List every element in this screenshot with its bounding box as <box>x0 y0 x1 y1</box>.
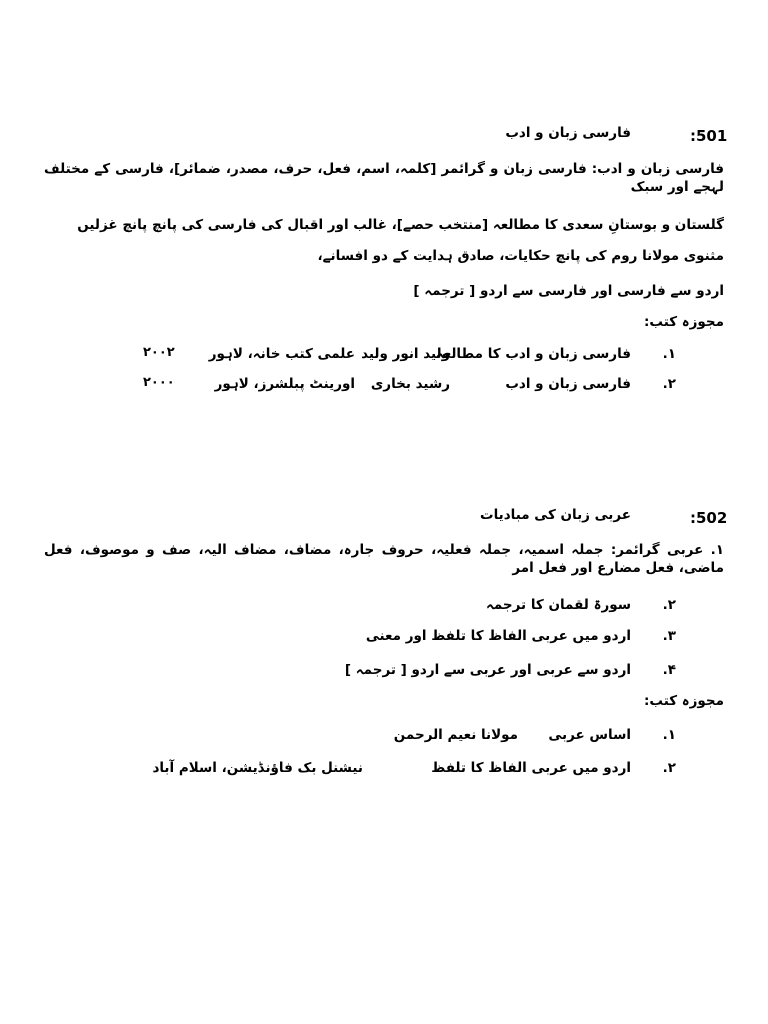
book-title: فارسی زبان و ادب کا مطالعہ <box>435 346 631 362</box>
book-number: ۱. <box>662 346 676 362</box>
syllabus-line-501-4: اردو سے فارسی اور فارسی سے اردو [ ترجمہ ] <box>413 283 724 299</box>
book-author: رشید بخاری <box>370 376 450 392</box>
item-number: ۳. <box>662 628 676 644</box>
item-number: ۴. <box>662 662 676 678</box>
course-code-501: :501 <box>690 127 728 145</box>
syllabus-item: سورۃ لقمان کا ترجمہ <box>485 597 631 613</box>
syllabus-item: اردو میں عربی الفاظ کا تلفظ اور معنی <box>365 628 631 644</box>
syllabus-line-501-1: فارسی زبان و ادب: فارسی زبان و گرائمر [کلمہ، اسم، فعل، حرف، مصدر، ضمائر]، فارسی کے مختلف لہجے اور سبک <box>44 161 724 195</box>
book-author: ولید انور ولید <box>361 346 450 362</box>
book-title: اساس عربی <box>548 727 631 743</box>
syllabus-item: اردو سے عربی اور عربی سے اردو [ ترجمہ ] <box>344 662 631 678</box>
recommended-books-heading-501: مجوزہ کتب: <box>644 314 724 330</box>
book-publisher: علمی کتب خانہ، لاہور <box>208 346 355 362</box>
syllabus-line-502-1: ۱. عربی گرائمر: جملہ اسمیہ، جملہ فعلیہ، حروف جارہ، مضاف، مضاف الیہ، صف و موصوف، فعل ماضی، فعل مضارع اور فعل امر <box>44 542 724 576</box>
book-publisher: نیشنل بک فاؤنڈیشن، اسلام آباد <box>152 760 363 776</box>
book-number: ۲. <box>662 760 676 776</box>
item-number: ۲. <box>662 597 676 613</box>
book-year: ۲۰۰۰ <box>143 375 175 390</box>
syllabus-line-501-3: مثنوی مولانا روم کی پانچ حکایات، صادق ہدایت کے دو افسانے، <box>317 248 724 264</box>
book-publisher: اورینٹ پبلشرز، لاہور <box>214 376 355 392</box>
syllabus-line-501-2: گلستان و بوستانِ سعدی کا مطالعہ [منتخب حصے]، غالب اور اقبال کی فارسی کی پانچ پانچ غزلیں <box>77 217 724 233</box>
recommended-books-heading-502: مجوزہ کتب: <box>644 693 724 709</box>
course-code-502: :502 <box>690 509 728 527</box>
book-author: مولانا نعیم الرحمن <box>393 727 518 743</box>
course-title-502: عربی زبان کی مبادیات <box>480 507 631 523</box>
course-title-501: فارسی زبان و ادب <box>505 125 631 141</box>
book-year: ۲۰۰۲ <box>143 345 175 360</box>
book-title: اردو میں عربی الفاظ کا تلفظ <box>431 760 631 776</box>
book-title: فارسی زبان و ادب <box>505 376 631 392</box>
book-number: ۲. <box>662 376 676 392</box>
book-number: ۱. <box>662 727 676 743</box>
